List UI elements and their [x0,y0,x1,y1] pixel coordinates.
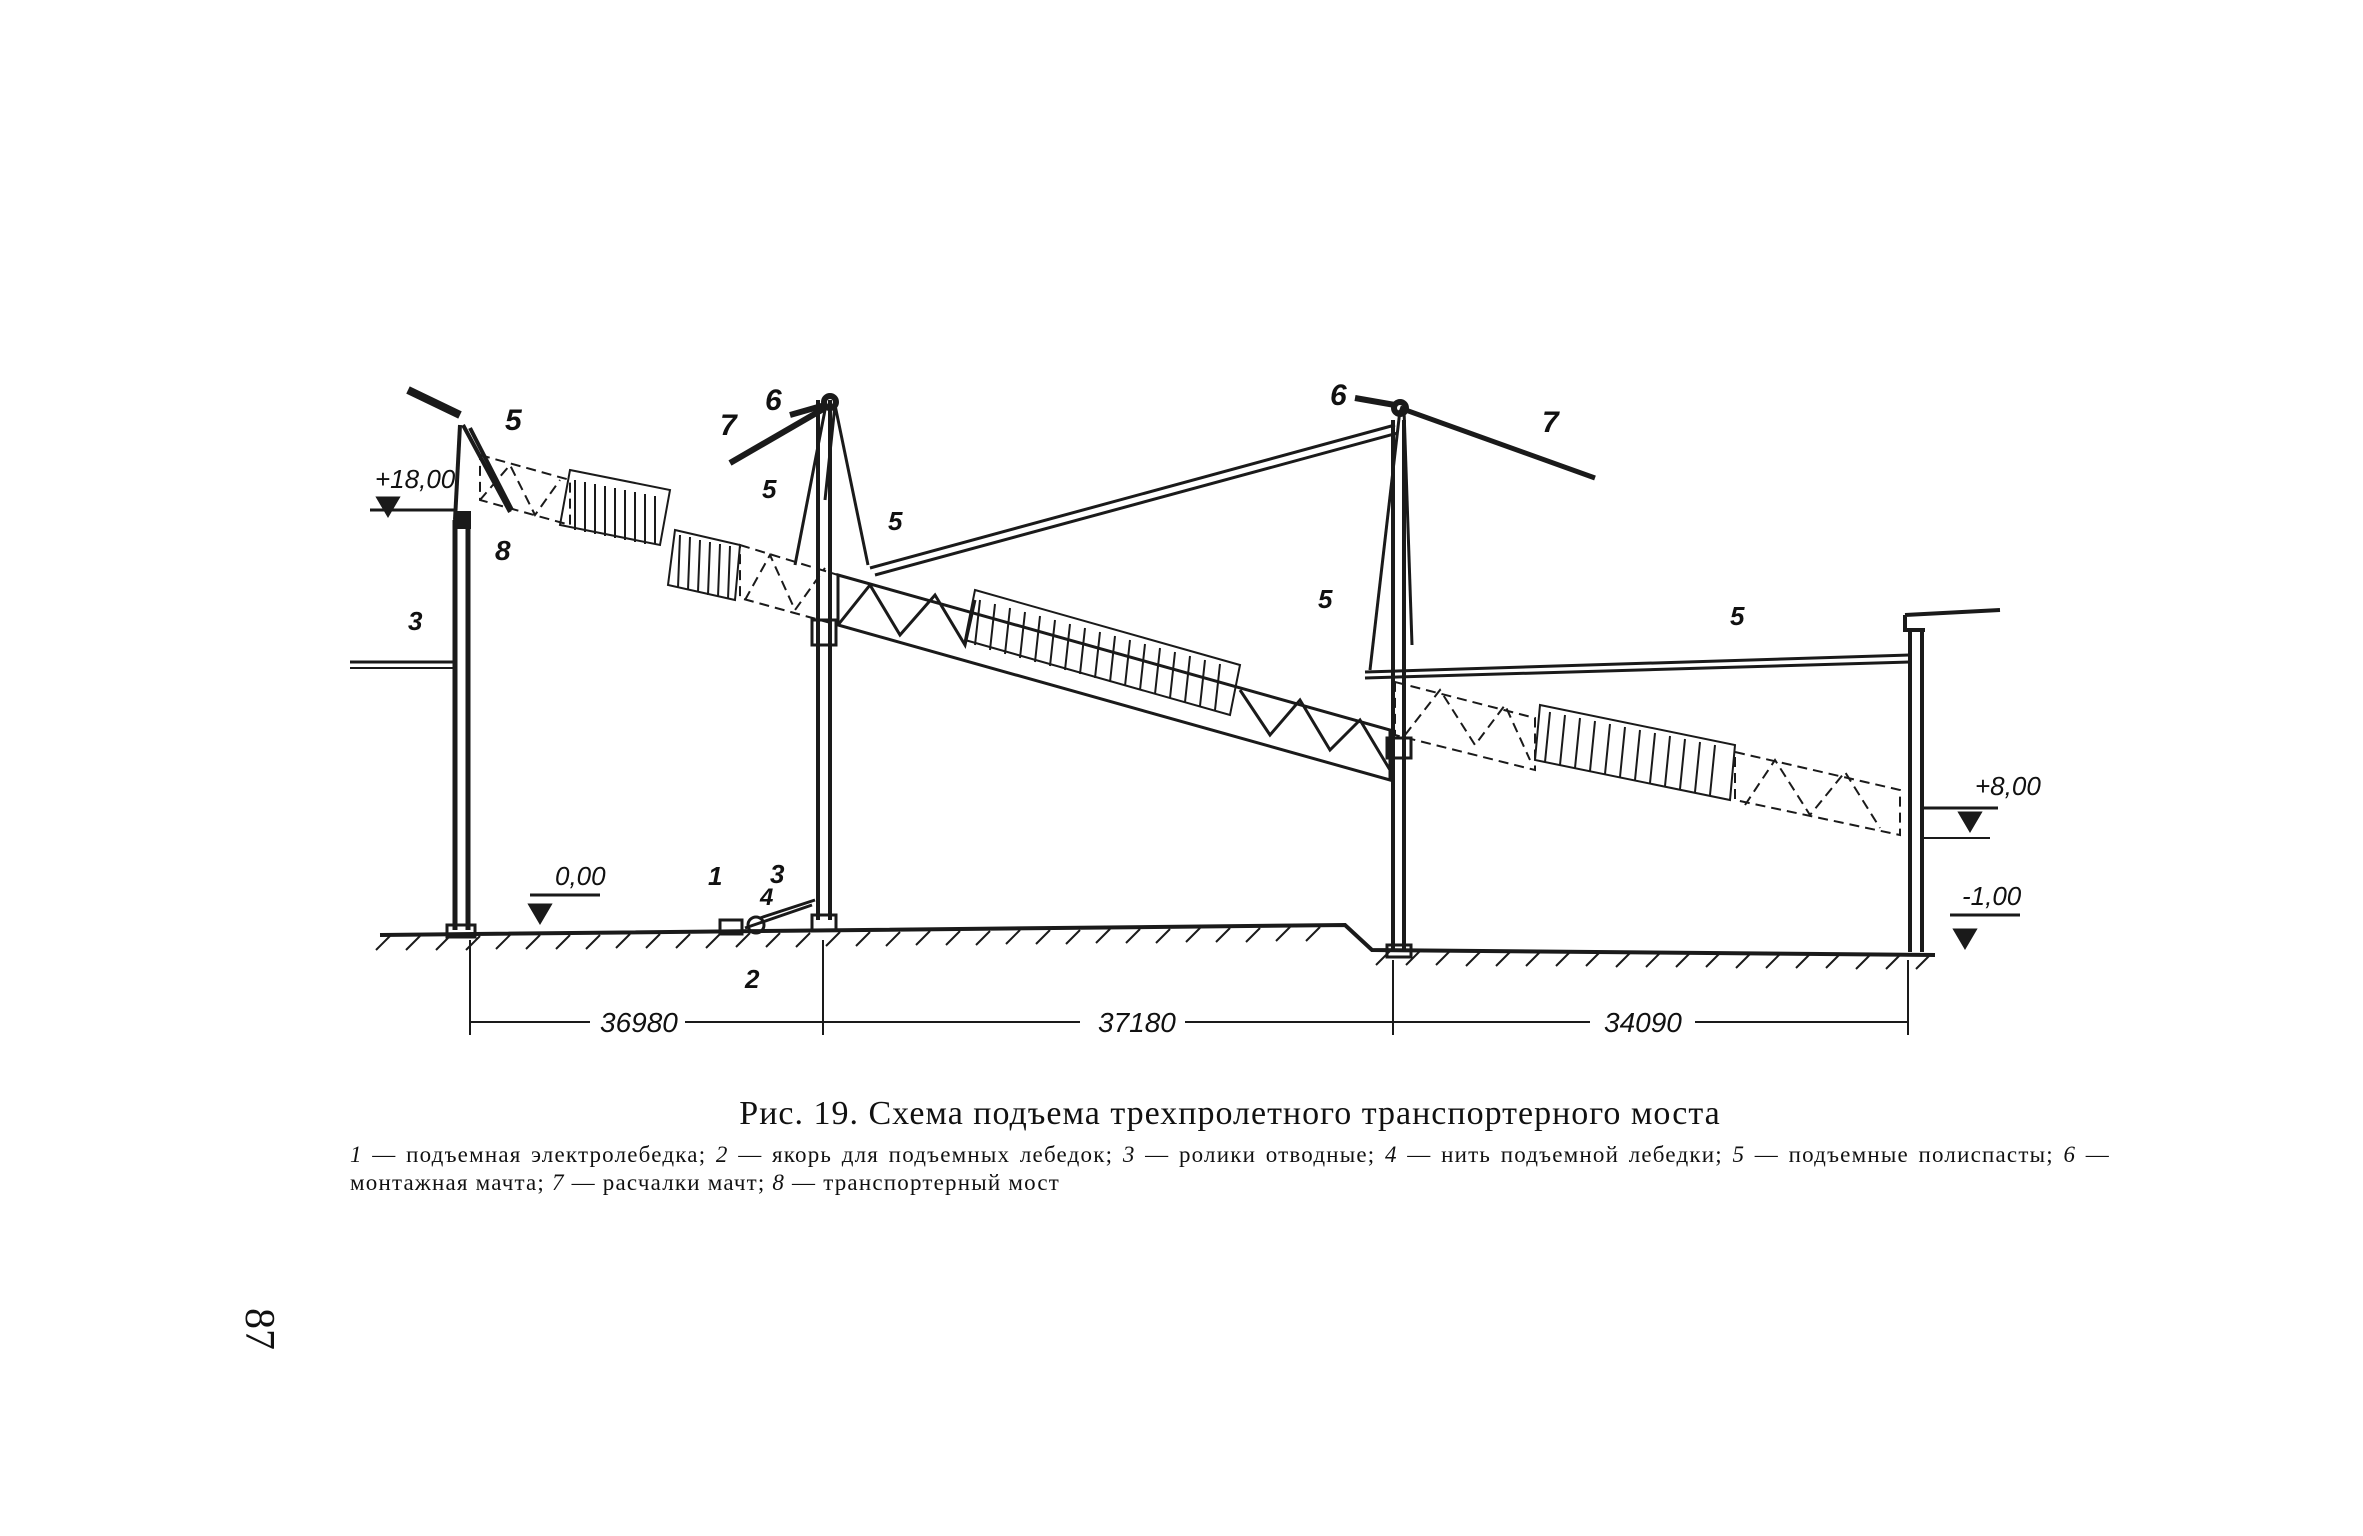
dimension-span-3: 34090 [1604,1007,1682,1038]
figure-caption [350,1095,2110,1197]
marker-6-middle: 6 [765,384,782,417]
guy-rope-right [1400,408,1595,478]
marker-8: 8 [495,535,511,566]
polyspast-left [463,425,512,512]
marker-5-middle: 5 [762,474,777,504]
elevation-marker-top [370,498,455,515]
marker-7-middle: 7 [720,409,737,442]
legend-num-4: 4 [1385,1142,1398,1167]
dimension-span-1: 36980 [600,1007,678,1038]
legend-num-6: 6 [2063,1142,2077,1167]
page-number: 87 [236,1308,282,1350]
polyspast-long-upper [870,425,1398,575]
legend-num-2: 2 [715,1142,729,1167]
caption-legend: 1 — подъемная электролебедка; 2 — якорь для подъемных лебедок; 3 — ролики отводные; 4 — нить подъемной лебедки; 5 — подъемные полиспасты; 6 — монтажная мачта; 7 — расчалки мачт; 8 — транспортерный мост [350,1142,2110,1195]
bridge-truss-solid [838,575,1390,780]
marker-1: 1 [708,861,723,891]
legend-text-8: транспортерный мост [823,1170,1061,1195]
elevation-label-right: +8,00 [1975,771,2041,801]
ground-line [380,925,1935,955]
right-mast [1370,410,1412,957]
marker-4: 4 [760,884,774,911]
legend-text-3: ролики отводные; [1178,1142,1376,1167]
legend-text-4: нить подъемной лебедки; [1441,1142,1723,1167]
middle-mast [795,400,868,930]
polyspast-long-right [1365,655,1910,678]
marker-6-right: 6 [1330,379,1347,412]
elevation-label-pit: -1,00 [1962,881,2022,911]
legend-num-3: 3 [1122,1142,1136,1167]
legend-text-7: расчалки мачт; [602,1170,766,1195]
marker-3-left: 3 [408,606,423,636]
legend-text-2: якорь для подъемных лебедок; [772,1142,1114,1167]
legend-text-6: монтажная мачта; [350,1170,546,1195]
legend-num-8: 8 [772,1170,786,1195]
legend-num-7: 7 [551,1170,565,1195]
legend-text-5: подъемные полиспасты; [1788,1142,2054,1167]
marker-5-right: 5 [1318,584,1333,614]
legend-text-1: подъемная электролебедка; [406,1142,707,1167]
elevation-label-top: +18,00 [375,464,456,494]
elevation-marker-pit [1950,915,2020,947]
marker-5-left: 5 [505,404,522,437]
marker-5-upper: 5 [888,506,903,536]
elevation-marker-ground [530,895,600,922]
legend-num-5: 5 [1732,1142,1746,1167]
marker-7-right: 7 [1542,406,1559,439]
elevation-label-ground: 0,00 [555,861,606,891]
caption-title: Рис. 19. Схема подъема трехпролетного транспортерного моста [739,1095,1721,1132]
bridge-truss-dashed [480,455,1900,835]
legend-num-1: 1 [350,1142,363,1167]
dimension-span-2: 37180 [1098,1007,1176,1038]
marker-3-middle: 3 [770,859,785,889]
marker-5-long: 5 [1730,601,1745,631]
marker-2: 2 [745,964,760,994]
elevation-marker-right [1920,808,1998,830]
mast-cap-right [1355,398,1406,414]
bridge-deck-panels [560,470,1735,800]
